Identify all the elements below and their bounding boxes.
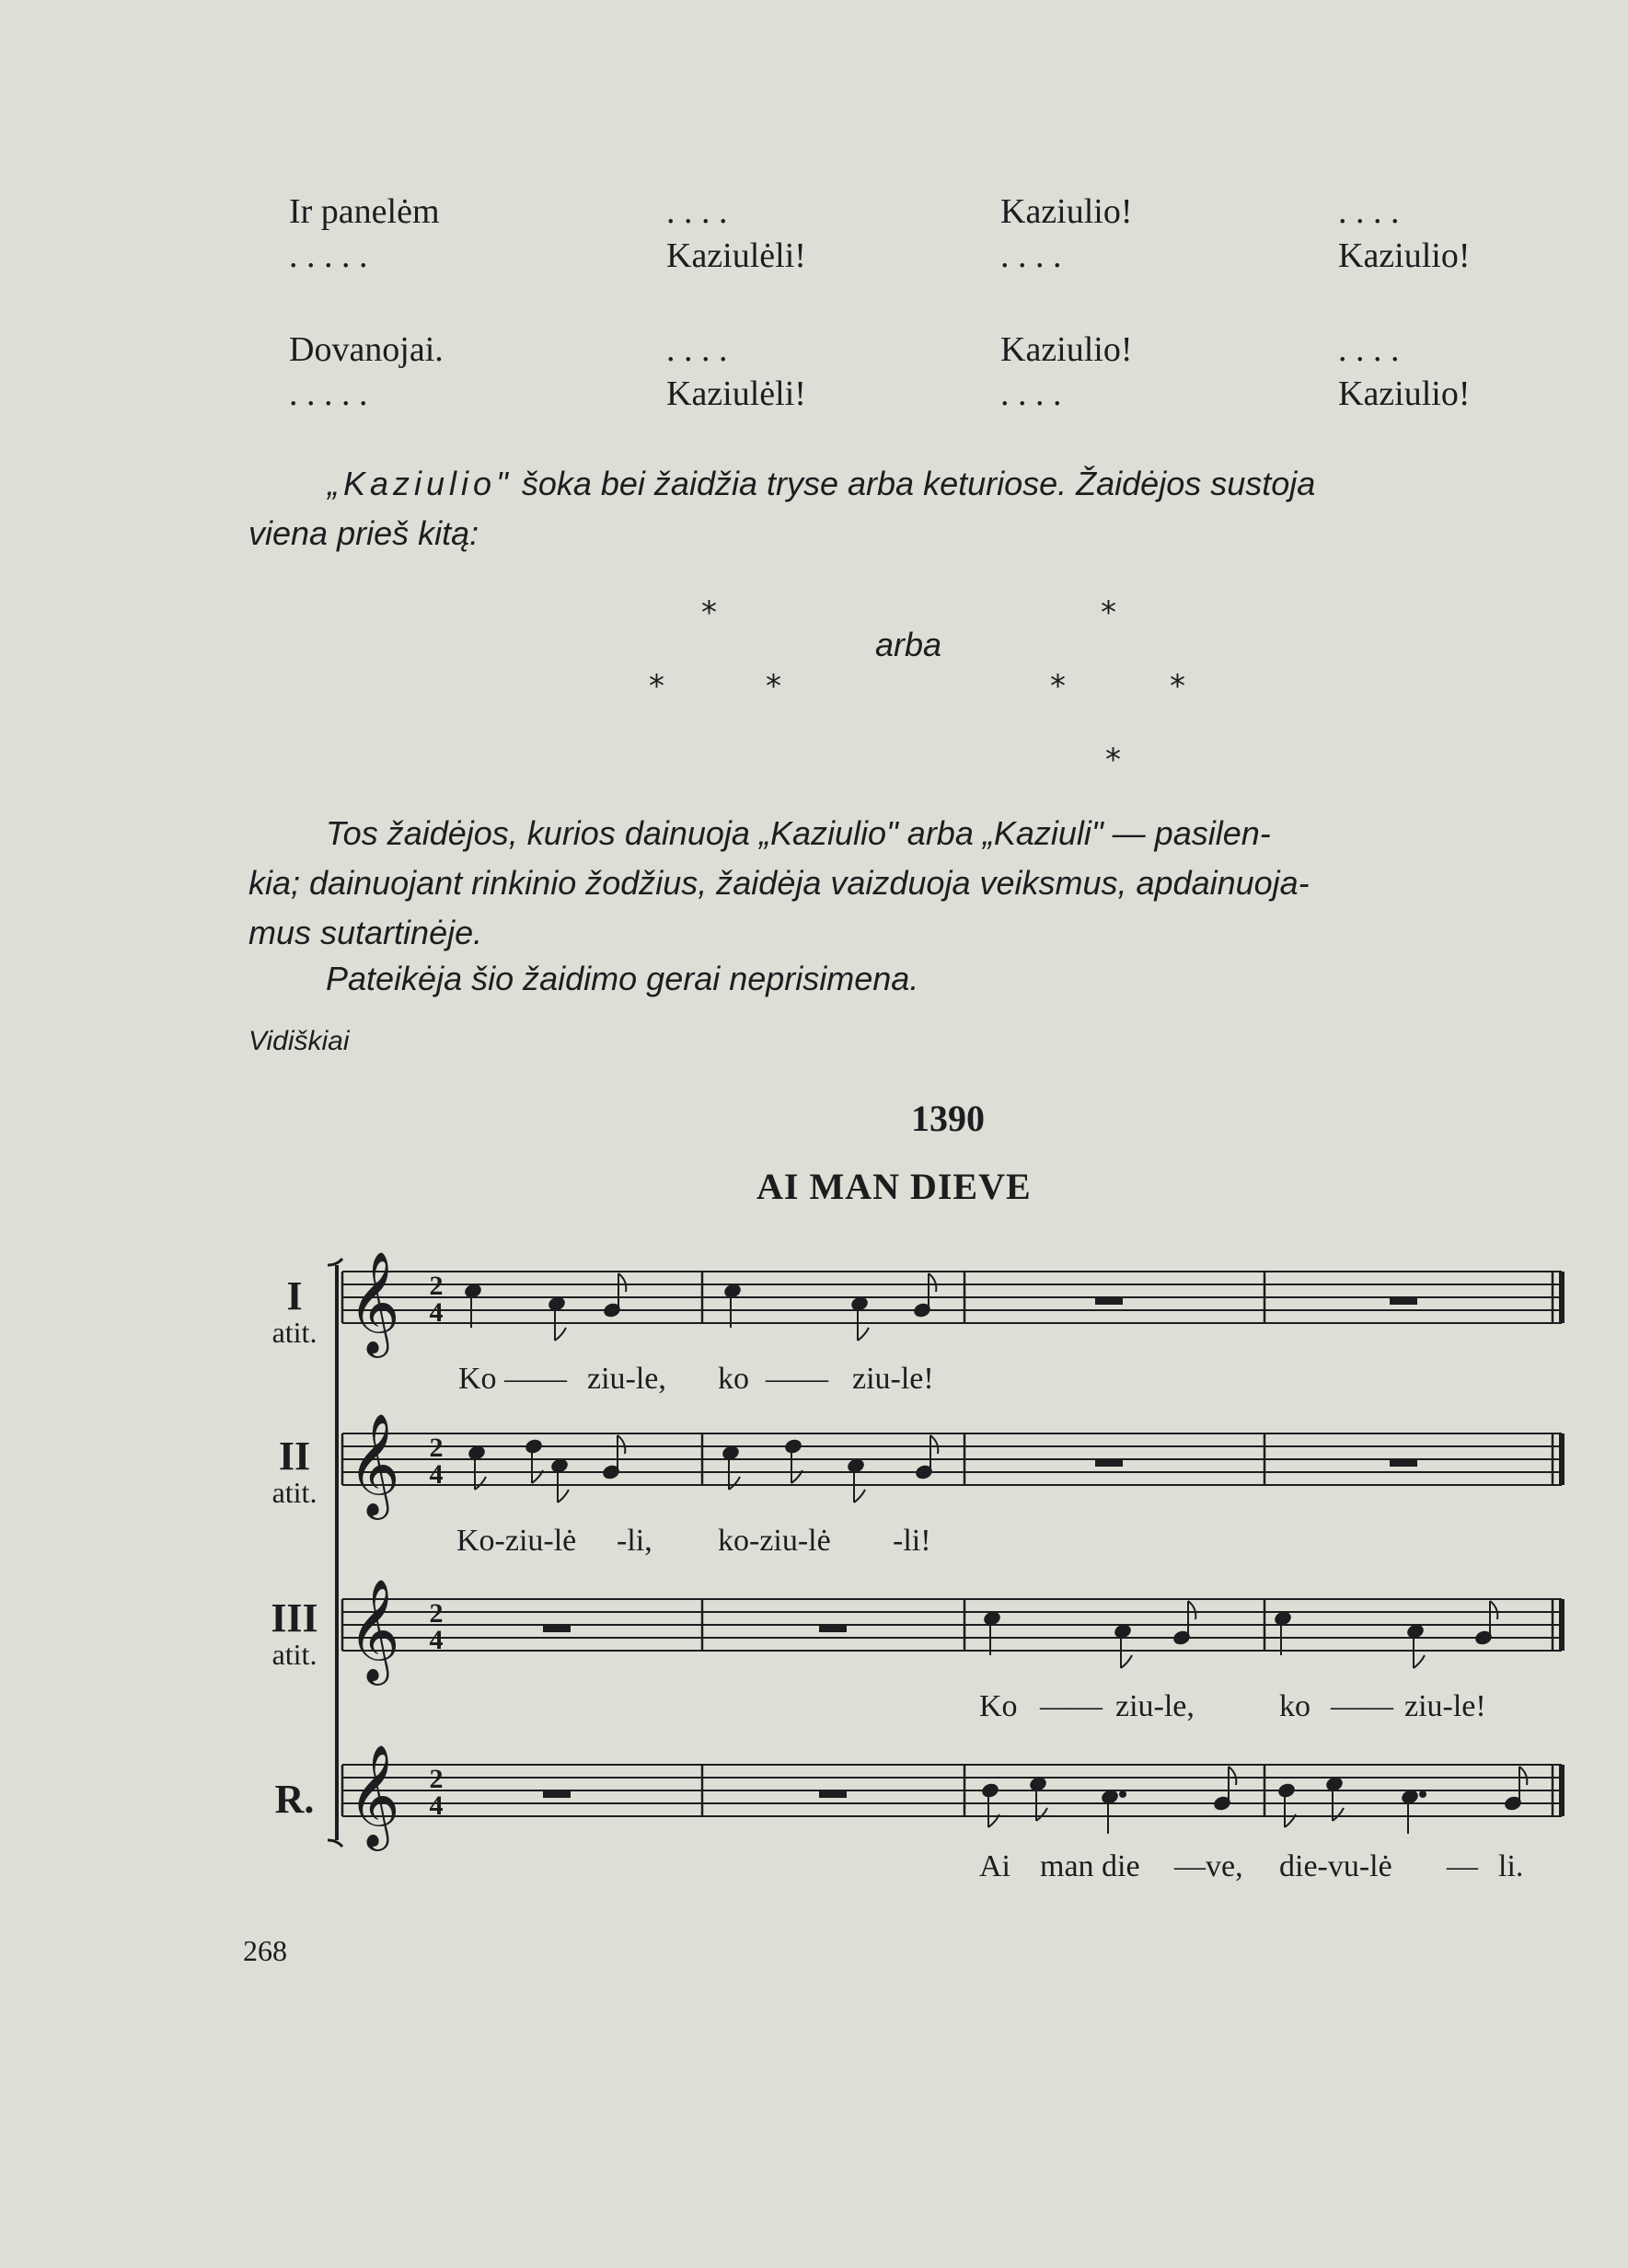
verse-r1-c3: Kaziulio! (1000, 192, 1133, 231)
verse-r2-c4: Kaziulio! (1338, 236, 1471, 275)
voice-sub-1: atit. (271, 1316, 318, 1349)
arba-label: arba (875, 626, 942, 663)
song-title: AI MAN DIEVE (756, 1166, 1032, 1207)
star-2: * (1101, 594, 1116, 631)
description-spaced-word: „Kaziulio" (328, 465, 513, 502)
voice-label-3: III (271, 1595, 318, 1641)
verse-r4-c2: Kaziulėli! (666, 374, 806, 413)
staff-4-notes (981, 1767, 1527, 1834)
staff-1 (342, 1272, 1562, 1323)
staff-3-notes (983, 1601, 1497, 1668)
staff-1-notes (464, 1273, 936, 1341)
star-3: * (649, 668, 664, 705)
staff-2 (342, 1433, 1562, 1485)
verse-r1-c2: . . . . (666, 192, 728, 231)
paragraph-line2: kia; dainuojant rinkinio žodžius, žaidėja vaizduoja veiksmus, apdainuoja- (248, 864, 1310, 902)
voice-label-4: R. (274, 1777, 315, 1822)
verse-r4-c1: . . . . . (289, 374, 368, 413)
verse-r3-c2: . . . . (666, 330, 728, 369)
verse-r3-c4: . . . . (1338, 330, 1400, 369)
verse-r2-c2: Kaziulėli! (666, 236, 806, 275)
lyric-3-2: —— (1040, 1689, 1103, 1723)
lyric-3-4: ko (1279, 1689, 1310, 1723)
lyric-4-5: — (1447, 1849, 1478, 1883)
lyric-1-2: —— (504, 1362, 567, 1396)
paragraph-line1: Tos žaidėjos, kurios dainuoja „Kaziulio" arba „Kaziuli" — pasilen- (326, 814, 1271, 852)
lyric-2-1: Ko-ziu-lė (456, 1524, 577, 1558)
star-5: * (1050, 668, 1066, 705)
staff-3 (342, 1599, 1562, 1651)
voice-label-2: II (278, 1433, 311, 1479)
page-number: 268 (243, 1934, 287, 1967)
voice-sub-2: atit. (271, 1476, 318, 1509)
description-line1-rest: šoka bei žaidžia tryse arba keturiose. Žaidėjos sustoja (512, 465, 1316, 502)
time-bottom-4: 4 (429, 1790, 444, 1821)
lyric-4-3: —ve, (1174, 1849, 1243, 1883)
treble-clef-1: 𝄞 (348, 1250, 400, 1353)
treble-clef-2: 𝄞 (348, 1412, 400, 1515)
song-number: 1390 (911, 1098, 985, 1139)
verse-r2-c3: . . . . (1000, 236, 1062, 275)
lyric-4-4: die-vu-lė (1279, 1849, 1392, 1883)
lyric-2-2: -li, (617, 1524, 652, 1558)
time-bottom-1: 4 (429, 1297, 444, 1328)
lyric-2-4: -li! (893, 1524, 931, 1558)
lyric-4-2: man die (1040, 1849, 1140, 1883)
place-label: Vidiškiai (248, 1026, 350, 1056)
staff-4 (342, 1765, 1562, 1816)
lyric-1-6: ziu-le! (852, 1362, 934, 1396)
time-top-1: 2 (429, 1271, 444, 1301)
time-top-3: 2 (429, 1598, 444, 1629)
lyric-1-1: Ko (458, 1362, 497, 1396)
lyric-4-1: Ai (979, 1849, 1010, 1883)
lyric-4-6: li. (1498, 1849, 1524, 1883)
verse-r1-c4: . . . . (1338, 192, 1400, 231)
lyric-3-3: ziu-le, (1115, 1689, 1195, 1723)
time-signatures (430, 1271, 444, 1821)
lyric-2-3: ko-ziu-lė (718, 1524, 831, 1558)
verse-r3-c1: Dovanojai. (289, 330, 444, 369)
lyric-3-5: —— (1331, 1689, 1393, 1723)
verse-r4-c3: . . . . (1000, 374, 1062, 413)
star-1: * (701, 594, 717, 631)
time-top-2: 2 (429, 1433, 444, 1463)
time-top-4: 2 (429, 1764, 444, 1794)
voice-label-1: I (286, 1273, 303, 1318)
star-6: * (1170, 668, 1185, 705)
verse-r3-c3: Kaziulio! (1000, 330, 1133, 369)
lyric-1-3: ziu-le, (587, 1362, 666, 1396)
description-line2: viena prieš kitą: (248, 514, 479, 552)
treble-clefs (348, 1250, 400, 1851)
lyric-3-6: ziu-le! (1404, 1689, 1486, 1723)
time-bottom-2: 4 (429, 1459, 444, 1490)
paragraph-line4: Pateikėja šio žaidimo gerai neprisimena. (326, 960, 919, 997)
time-bottom-3: 4 (429, 1625, 444, 1655)
lyric-1-5: —— (766, 1362, 828, 1396)
verse-r4-c4: Kaziulio! (1338, 374, 1471, 413)
star-7: * (1105, 742, 1121, 778)
verse-r2-c1: . . . . . (289, 236, 368, 275)
lyric-1-4: ko (718, 1362, 749, 1396)
verse-r1-c1: Ir panelėm (289, 192, 440, 231)
star-4: * (766, 668, 781, 705)
lyric-3-1: Ko (979, 1689, 1018, 1723)
treble-clef-4: 𝄞 (348, 1744, 400, 1847)
treble-clef-3: 𝄞 (348, 1578, 400, 1681)
paragraph-line3: mus sutartinėje. (248, 914, 483, 951)
voice-sub-3: atit. (271, 1638, 318, 1671)
